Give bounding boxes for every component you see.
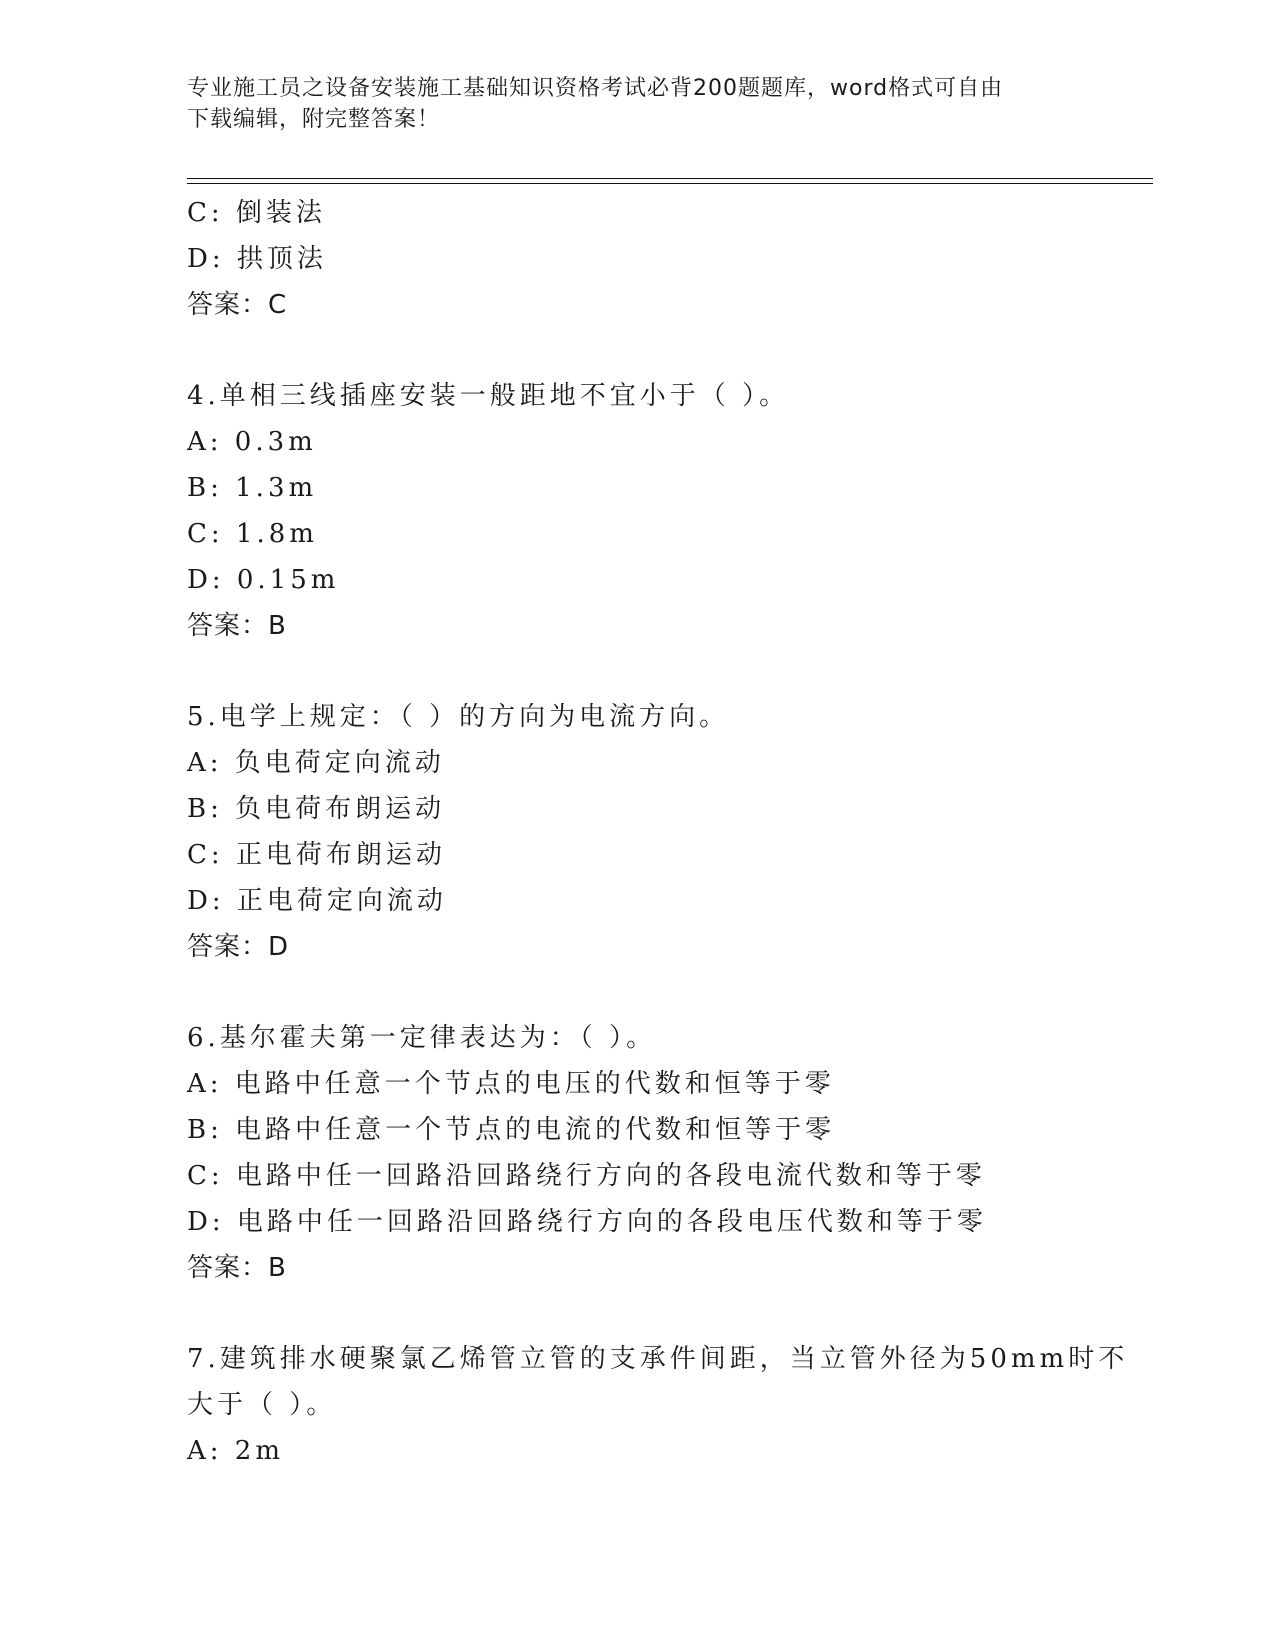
answer-label: 答案：D xyxy=(187,932,290,962)
option-c: C: 倒装法 xyxy=(187,198,326,228)
option-c: C: 正电荷布朗运动 xyxy=(187,840,446,870)
answer-label: 答案：B xyxy=(187,1253,287,1283)
spacer xyxy=(187,328,1153,373)
option-a: A: 电路中任意一个节点的电压的代数和恒等于零 xyxy=(187,1069,835,1099)
header-divider-top xyxy=(187,178,1153,179)
option-b: B: 1.3m xyxy=(187,473,318,503)
question-text-line-2: 大于（ ）。 xyxy=(187,1390,337,1420)
option-c: C: 1.8m xyxy=(187,519,318,549)
question-5 xyxy=(187,694,1153,970)
question-text-line-1: 7.建筑排水硬聚氯乙烯管立管的支承件间距，当立管外径为50mm时不 xyxy=(187,1344,1129,1374)
option-a: A: 2m xyxy=(187,1436,284,1466)
answer-label: 答案：B xyxy=(187,611,287,641)
spacer xyxy=(187,649,1153,694)
document-header xyxy=(187,73,1087,135)
question-text: 5.电学上规定：（ ）的方向为电流方向。 xyxy=(187,702,730,732)
option-b: B: 电路中任意一个节点的电流的代数和恒等于零 xyxy=(187,1115,836,1145)
question-4 xyxy=(187,373,1153,649)
question-7 xyxy=(187,1336,1153,1474)
question-text: 4.单相三线插座安装一般距地不宜小于（ ）。 xyxy=(187,381,790,411)
option-a: A: 负电荷定向流动 xyxy=(187,748,445,778)
question-text: 6.基尔霍夫第一定律表达为：（ ）。 xyxy=(187,1023,657,1053)
header-divider-bottom xyxy=(187,183,1153,184)
spacer xyxy=(187,1291,1153,1336)
question-6 xyxy=(187,1015,1153,1291)
question-list xyxy=(187,190,1153,1474)
option-c: C: 电路中任一回路沿回路绕行方向的各段电流代数和等于零 xyxy=(187,1161,986,1191)
header-line-2: 下载编辑，附完整答案！ xyxy=(187,107,441,132)
option-d: D: 0.15m xyxy=(187,565,340,595)
answer-label: 答案：C xyxy=(187,290,288,320)
spacer xyxy=(187,970,1153,1015)
option-a: A: 0.3m xyxy=(187,427,317,457)
header-line-1: 专业施工员之设备安装施工基础知识资格考试必背200题题库，word格式可自由 xyxy=(187,76,1004,101)
question-3-continued xyxy=(187,190,1153,328)
option-d: D: 电路中任一回路沿回路绕行方向的各段电压代数和等于零 xyxy=(187,1207,987,1237)
option-d: D: 正电荷定向流动 xyxy=(187,886,447,916)
option-b: B: 负电荷布朗运动 xyxy=(187,794,446,824)
option-d: D: 拱顶法 xyxy=(187,244,327,274)
